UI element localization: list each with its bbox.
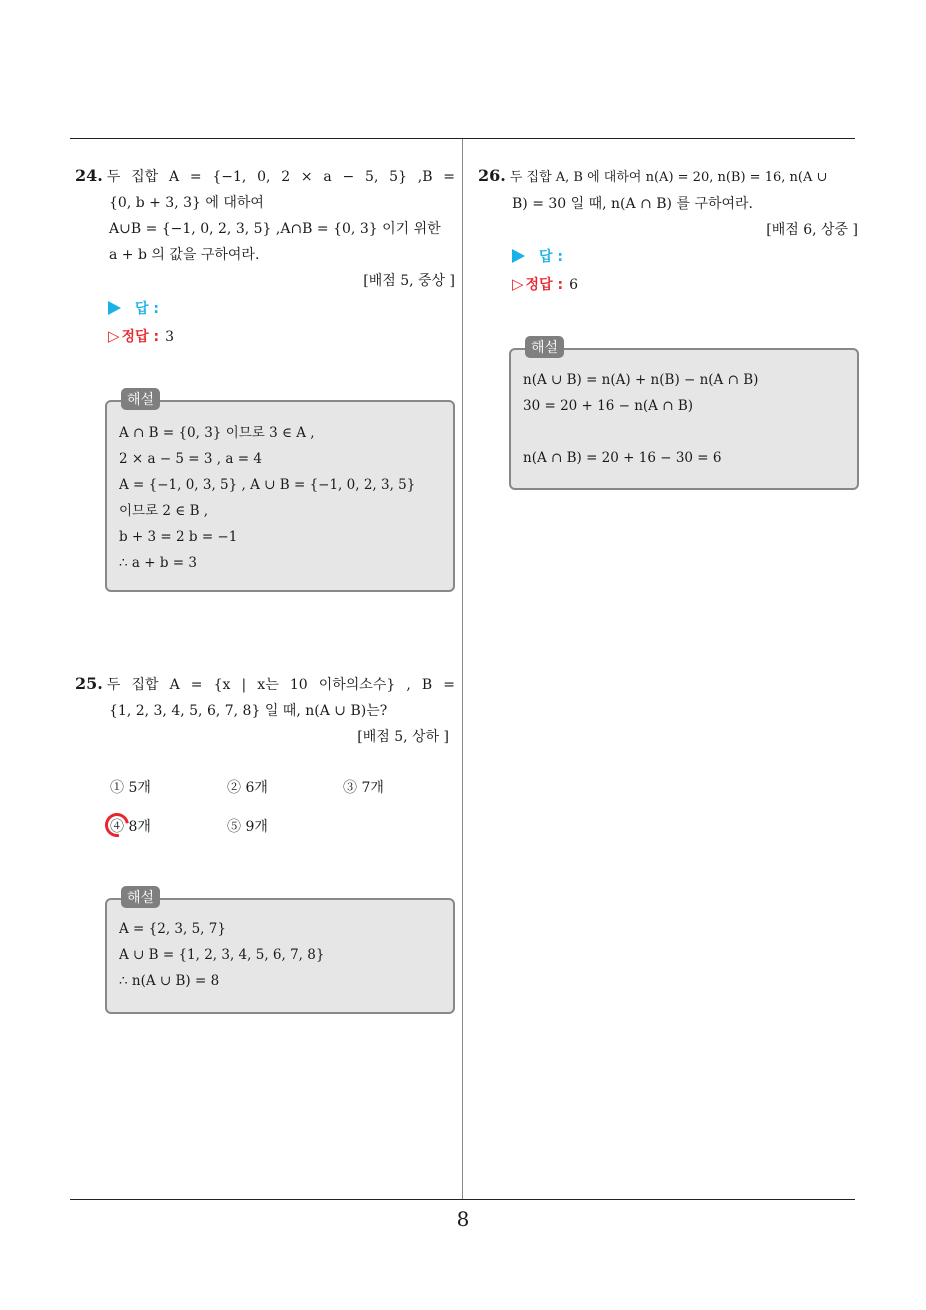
- answer-label: 답 :: [539, 249, 563, 265]
- play-icon: [512, 249, 525, 263]
- question-24-line2: {0, b + 3, 3} 에 대하여: [109, 195, 264, 211]
- solution-row: [108, 326, 174, 346]
- question-25-line2: {1, 2, 3, 4, 5, 6, 7, 8} 일 때, n(A ∪ B)는?: [109, 703, 388, 719]
- choice-4[interactable]: ④ 8개: [110, 819, 151, 835]
- question-26-line1: [478, 163, 858, 191]
- explanation-lines: [119, 420, 445, 576]
- explanation-line: A ∩ B = {0, 3} 이므로 3 ∈ A ,: [119, 425, 315, 441]
- outline-triangle-icon: ▷: [512, 275, 524, 293]
- explanation-line: A = {−1, 0, 3, 5} , A ∪ B = {−1, 0, 2, 3, 5}: [119, 477, 416, 493]
- question-number: 25.: [75, 674, 103, 693]
- question-text: 두 집합 A = {−1, 0, 2 × a − 5, 5} ,B =: [106, 169, 455, 185]
- question-number: 26.: [478, 166, 506, 185]
- answer-label: 답 :: [135, 301, 159, 317]
- column-divider: [462, 139, 463, 1200]
- explanation-line: 2 × a − 5 = 3 , a = 4: [119, 451, 262, 467]
- choice-2[interactable]: ② 6개: [227, 780, 268, 796]
- explanation-lines: [523, 367, 849, 471]
- solution-row: [512, 274, 578, 294]
- play-icon: [108, 301, 121, 315]
- solution-value: 6: [569, 277, 578, 293]
- question-meta: [배점 5, 중상 ]: [363, 273, 455, 289]
- explanation-tag: 해설: [121, 388, 160, 410]
- bottom-rule: [70, 1199, 855, 1200]
- choice-1[interactable]: ① 5개: [110, 780, 151, 796]
- solution-value: 3: [165, 329, 174, 345]
- choice-5[interactable]: ⑤ 9개: [227, 819, 268, 835]
- question-25: [75, 671, 455, 750]
- question-25-line1: [75, 671, 455, 698]
- question-meta: [배점 6, 상중 ]: [766, 222, 858, 238]
- question-24: [75, 163, 455, 294]
- explanation-tag: 해설: [525, 336, 564, 358]
- explanation-line: ∴ n(A ∪ B) = 8: [119, 973, 220, 989]
- explanation-lines: [119, 916, 445, 994]
- explanation-box: [105, 392, 455, 592]
- question-24-line4: a + b 의 값을 구하여라.: [109, 247, 260, 263]
- explanation-line: n(A ∩ B) = 20 + 16 − 30 = 6: [523, 450, 722, 466]
- explanation-line: b + 3 = 2 b = −1: [119, 529, 238, 545]
- answer-row: [108, 298, 159, 318]
- explanation-box: [509, 340, 859, 490]
- page-number: 8: [456, 1207, 470, 1231]
- explanation-tag: 해설: [121, 886, 160, 908]
- answer-row: [512, 246, 563, 266]
- question-26-line2: B) = 30 일 때, n(A ∩ B) 를 구하여라.: [512, 196, 753, 212]
- question-text: 두 집합 A, B 에 대하여 n(A) = 20, n(B) = 16, n(A ∪: [509, 170, 828, 185]
- solution-label: 정답 :: [525, 277, 564, 293]
- question-number: 24.: [75, 166, 103, 185]
- explanation-line: n(A ∪ B) = n(A) + n(B) − n(A ∩ B): [523, 372, 759, 388]
- explanation-line: ∴ a + b = 3: [119, 555, 197, 571]
- explanation-line: [523, 419, 849, 445]
- question-text: 두 집합 A = {x | x는 10 이하의소수} , B =: [106, 677, 455, 693]
- explanation-line: 이므로 2 ∈ B ,: [119, 503, 209, 519]
- question-meta: [배점 5, 상하 ]: [357, 729, 449, 745]
- explanation-line: A = {2, 3, 5, 7}: [119, 921, 226, 937]
- explanation-line: 30 = 20 + 16 − n(A ∩ B): [523, 398, 694, 414]
- question-24-line3: A∪B = {−1, 0, 2, 3, 5} ,A∩B = {0, 3} 이기 위한: [109, 221, 441, 237]
- solution-label: 정답 :: [121, 329, 160, 345]
- explanation-box: [105, 890, 455, 1014]
- explanation-line: A ∪ B = {1, 2, 3, 4, 5, 6, 7, 8}: [119, 947, 325, 963]
- choice-3[interactable]: ③ 7개: [343, 780, 384, 796]
- outline-triangle-icon: ▷: [108, 327, 120, 345]
- question-24-line1: [75, 163, 455, 190]
- question-26: [478, 163, 858, 243]
